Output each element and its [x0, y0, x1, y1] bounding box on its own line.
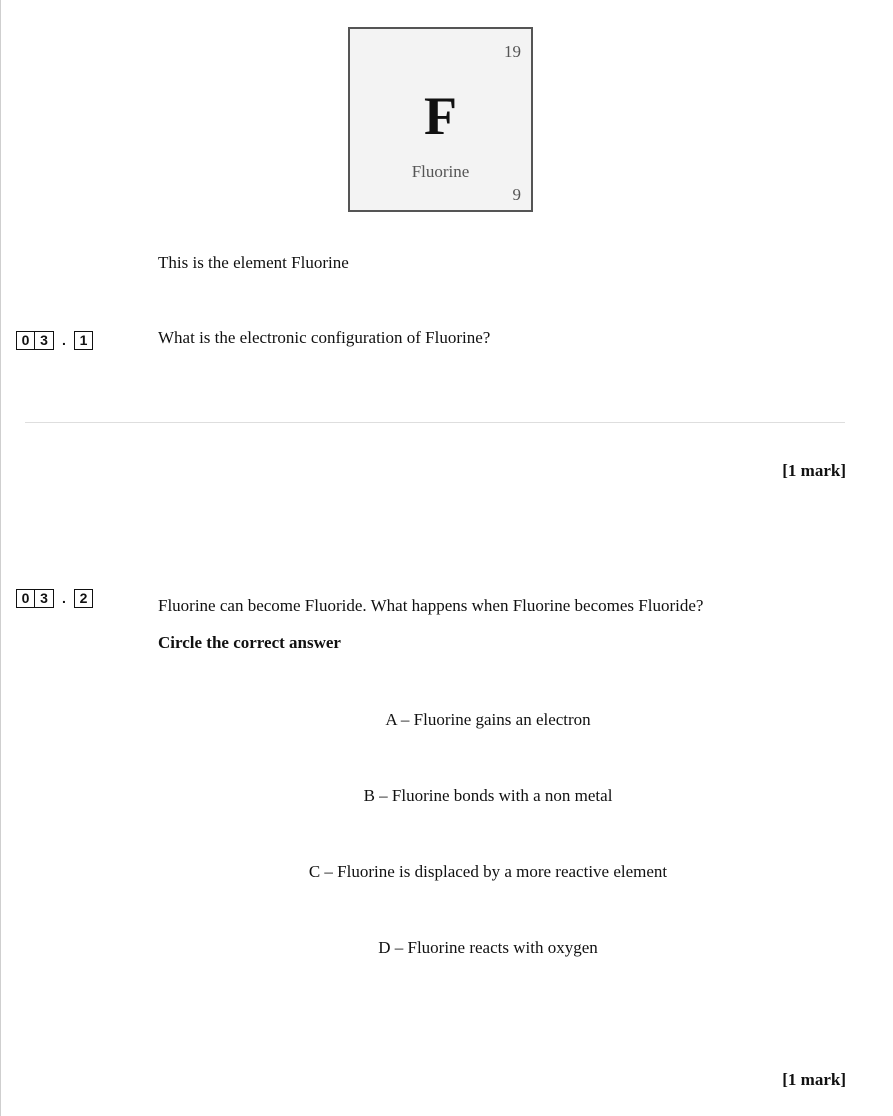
question-1-mark: [1 mark]: [782, 461, 846, 480]
atomic-number: 9: [512, 185, 521, 204]
question-2-text: Fluorine can become Fluoride. What happens when Fluorine becomes Fluoride?: [158, 596, 704, 615]
element-tile: [348, 27, 533, 212]
question-number-digit: 2: [74, 589, 93, 608]
question-1-text: What is the electronic configuration of Fluorine?: [158, 328, 491, 347]
element-name: Fluorine: [411, 162, 470, 181]
question-number-03-1: [16, 330, 93, 350]
question-number-digit: 3: [35, 331, 54, 350]
question-number-digit: 3: [35, 589, 54, 608]
mass-number: 19: [504, 42, 521, 61]
answer-option-a[interactable]: A – Fluorine gains an electron: [385, 710, 591, 729]
element-symbol: F: [424, 86, 457, 146]
question-number-separator: .: [62, 590, 66, 606]
question-2-mark: [1 mark]: [782, 1070, 846, 1089]
question-number-digit: 1: [74, 331, 93, 350]
answer-option-b[interactable]: B – Fluorine bonds with a non metal: [363, 786, 613, 805]
intro-text: This is the element Fluorine: [158, 253, 349, 272]
question-number-separator: .: [62, 332, 66, 348]
question-2-instruction: Circle the correct answer: [158, 633, 341, 652]
answer-option-d[interactable]: D – Fluorine reacts with oxygen: [378, 938, 598, 957]
question-number-digit: 0: [16, 331, 35, 350]
question-number-03-2: [16, 588, 93, 608]
question-number-digit: 0: [16, 589, 35, 608]
answer-line[interactable]: [25, 422, 845, 423]
answer-option-c[interactable]: C – Fluorine is displaced by a more reactive element: [308, 862, 668, 881]
